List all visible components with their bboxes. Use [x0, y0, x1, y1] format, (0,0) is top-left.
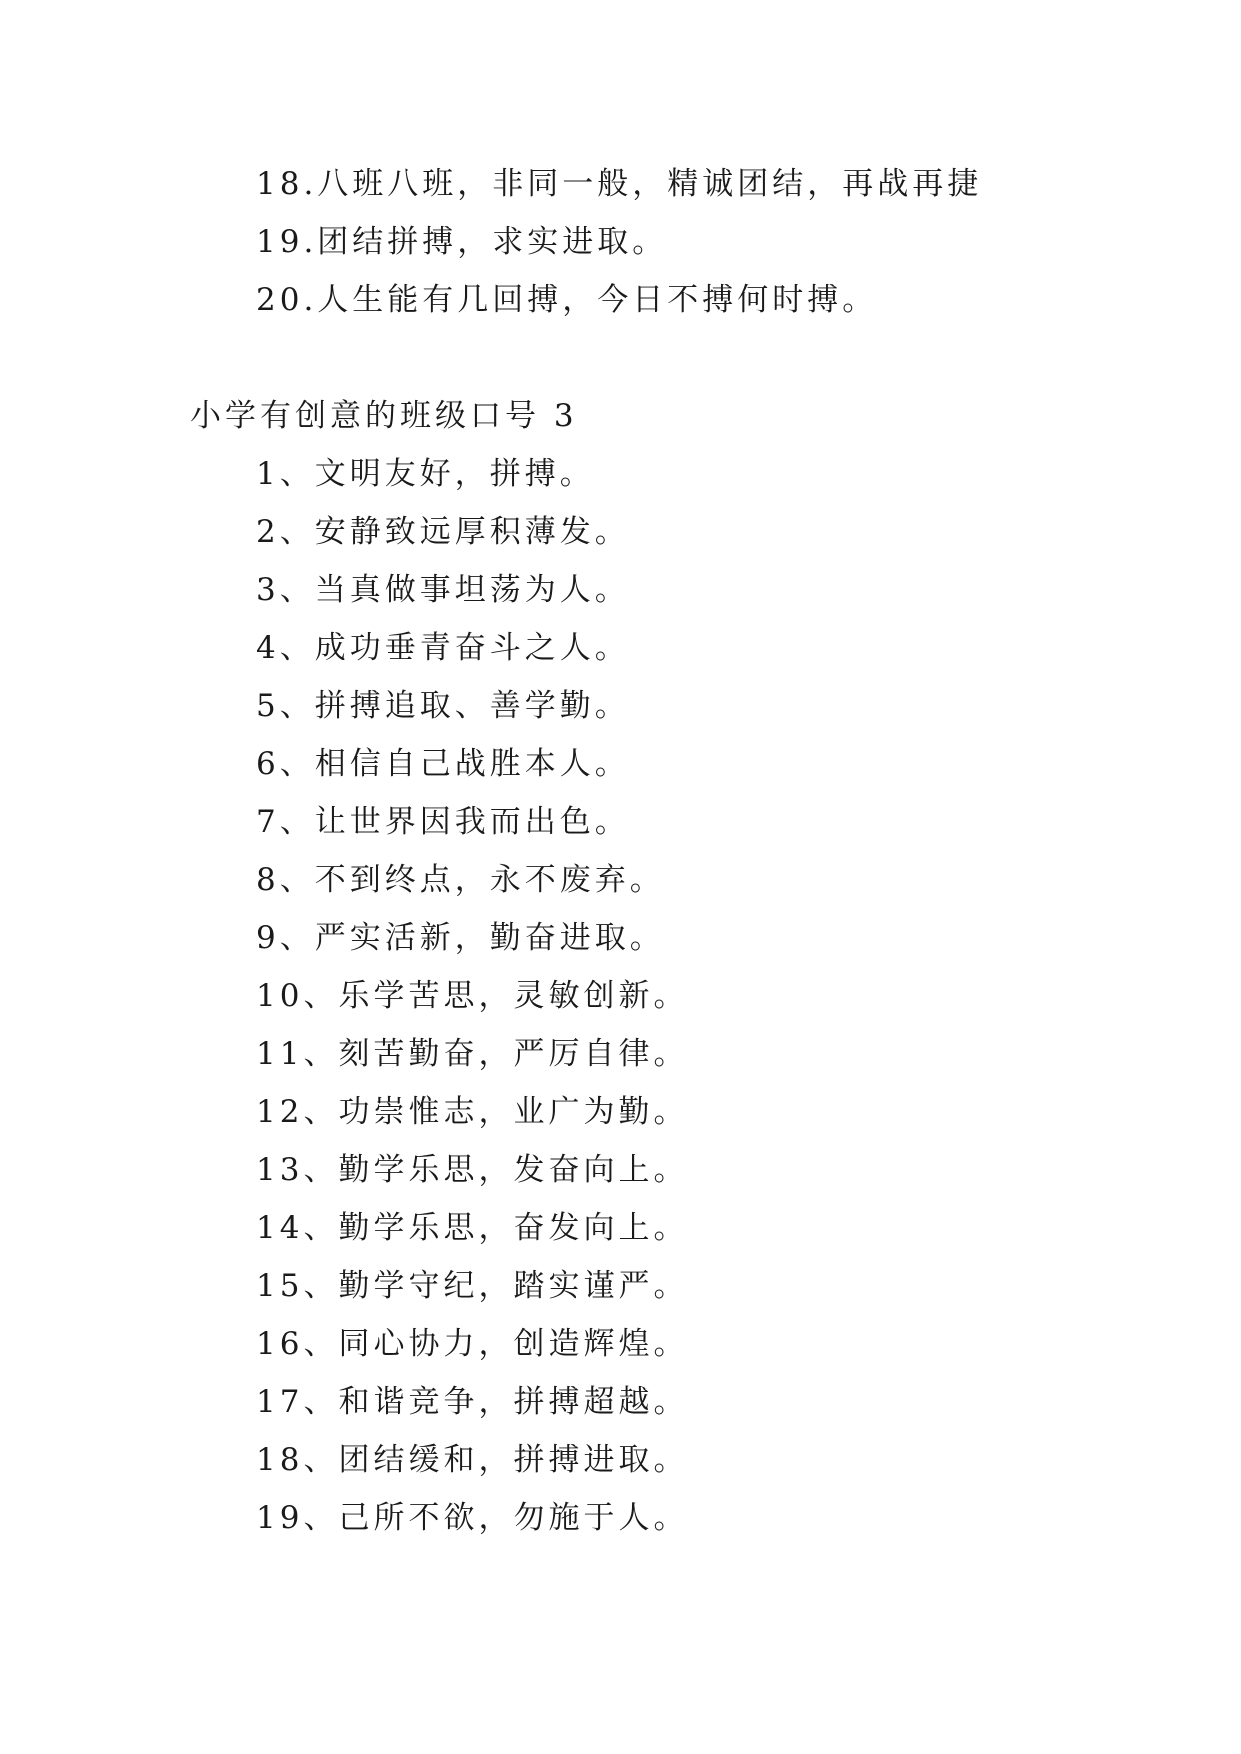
- list-item: 7、让世界因我而出色。: [256, 804, 630, 840]
- list-item: 18.八班八班，非同一般，精诚团结，再战再捷: [256, 166, 983, 202]
- list-item: 17、和谐竞争，拼搏超越。: [256, 1384, 689, 1420]
- list-item: 5、拼搏追取、善学勤。: [256, 688, 630, 724]
- list-item: 13、勤学乐思，发奋向上。: [256, 1152, 689, 1188]
- list-item: 10、乐学苦思，灵敏创新。: [256, 978, 689, 1014]
- list-item: 4、成功垂青奋斗之人。: [256, 630, 630, 666]
- list-item: 2、安静致远厚积薄发。: [256, 514, 630, 550]
- list-item: 14、勤学乐思，奋发向上。: [256, 1210, 689, 1246]
- list-item: 8、不到终点，永不废弃。: [256, 862, 665, 898]
- list-item: 9、严实活新，勤奋进取。: [256, 920, 665, 956]
- list-item: 20.人生能有几回搏，今日不搏何时搏。: [256, 282, 878, 318]
- list-item: 16、同心协力，创造辉煌。: [256, 1326, 689, 1362]
- list-item: 11、刻苦勤奋，严厉自律。: [256, 1036, 689, 1072]
- list-item: 19、己所不欲，勿施于人。: [256, 1500, 689, 1536]
- section-heading: 小学有创意的班级口号 3: [190, 398, 578, 434]
- list-item: 18、团结缓和，拼搏进取。: [256, 1442, 689, 1478]
- list-item: 1、文明友好，拼搏。: [256, 456, 595, 492]
- list-item: 6、相信自己战胜本人。: [256, 746, 630, 782]
- list-item: 19.团结拼搏，求实进取。: [256, 224, 668, 260]
- list-item: 12、功崇惟志，业广为勤。: [256, 1094, 689, 1130]
- list-item: 3、当真做事坦荡为人。: [256, 572, 630, 608]
- list-item: 15、勤学守纪，踏实谨严。: [256, 1268, 689, 1304]
